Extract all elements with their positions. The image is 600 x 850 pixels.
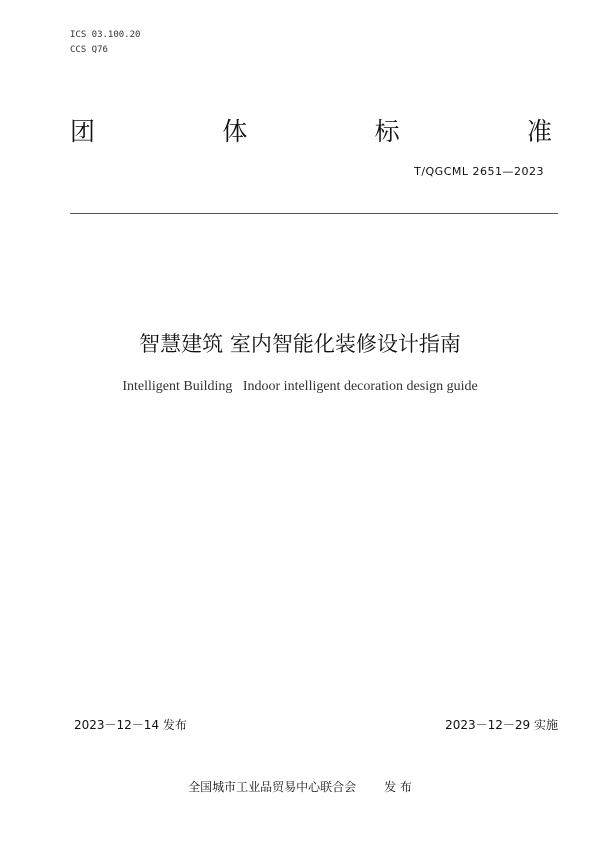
title-english: Intelligent Building Indoor intelligent decoration design guide [122,379,478,394]
publisher-line [0,778,600,795]
title-chinese: 智慧建筑 室内智能化装修设计指南 [139,332,461,356]
standard-type-char: 体 [222,117,248,146]
implementation-date: 2023－12－29 实施 [445,718,558,732]
standard-type-heading [70,112,552,148]
standard-type-char: 标 [374,117,400,146]
standard-type-char: 团 [70,117,96,146]
ics-code: ICS 03.100.20 [70,30,141,40]
issue-date: 2023－12－14 发布 [74,718,187,732]
publish-action: 发 布 [384,780,412,794]
standard-type-char: 准 [526,117,552,146]
publisher-name: 全国城市工业品贸易中心联合会 [188,780,357,794]
ccs-code: CCS Q76 [70,45,108,55]
standard-number: T/QGCML 2651—2023 [414,165,544,178]
classification-codes [70,28,140,58]
horizontal-divider [70,213,558,214]
